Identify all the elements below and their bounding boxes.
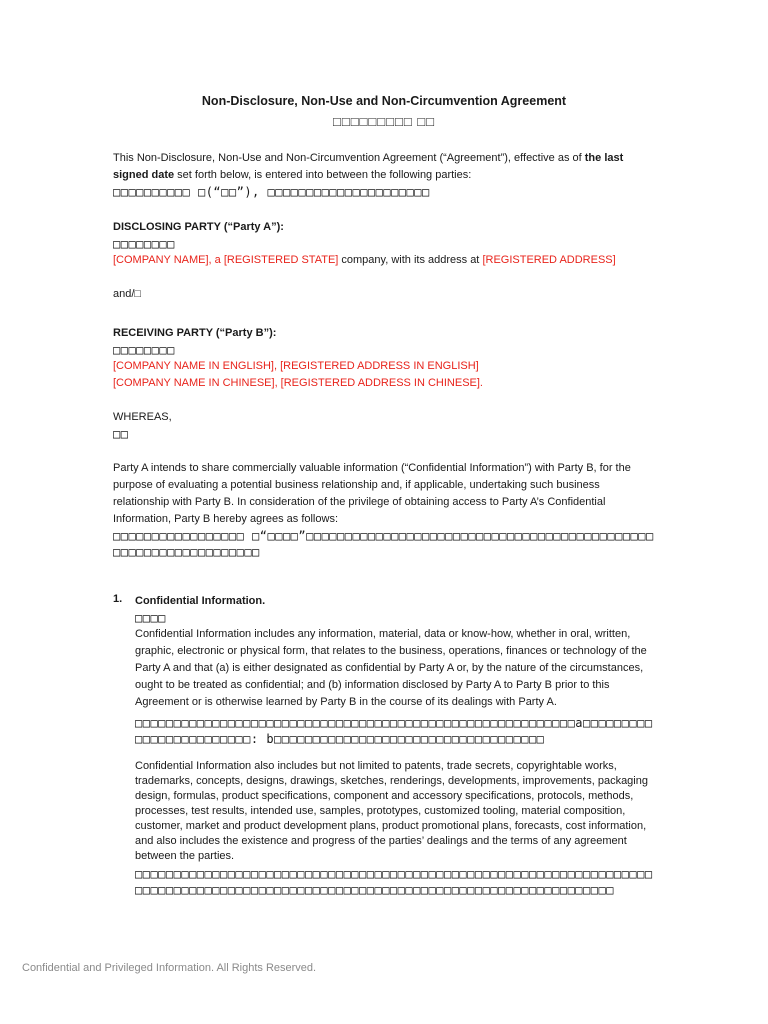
party-a-company-name: [COMPANY NAME], a [113, 254, 224, 266]
party-a-heading: DISCLOSING PARTY (“Party A”): [113, 221, 284, 233]
party-b-block [113, 325, 658, 392]
section-1 [135, 593, 655, 747]
party-a-company-text: company, with its address at [338, 254, 483, 266]
section-1-number: 1. [113, 593, 123, 605]
section-1-heading: Confidential Information. [135, 595, 266, 607]
section-1-paragraph-2-cn: □□□□□□□□□□□□□□□□□□□□□□□□□□□□□□□□□□□□□□□□□□□□□□□□□□□□□□□□□□□□□□□□□□□□□□□□□□□□□□□□□□□□□□□□□□□□□□□□□□□□□□□□□□□□□□□□□□□□□□□□□□□□□□□□□ [135, 867, 653, 897]
section-1-paragraph-2: Confidential Information also includes but not limited to patents, trade secrets, copyrightable works, trademarks, concepts, designs, drawings, sketches, renderings, developments, improvements, packaging design, formulas, product specifications, component and accessory specifications, protocols, methods, processes, test results, intended use, samples, prototypes, customized tooling, material composition, customer, market and product development plans, product promotional plans, forecasts, cost information, and also includes the existence and progress of the parties’ dealings and the terms of any agreement between the parties. [135, 760, 648, 862]
intro-text: This Non-Disclosure, Non-Use and Non-Circumvention Agreement (“Agreement”), effective as of [113, 152, 585, 164]
section-1-heading-cn: □□□□ [135, 611, 166, 625]
page-footer: Confidential and Privileged Information. All Rights Reserved. [22, 962, 317, 974]
party-b-line-chinese: [COMPANY NAME IN CHINESE], [REGISTERED ADDRESS IN CHINESE]. [113, 377, 483, 389]
intro-paragraph [113, 150, 658, 200]
party-a-block [113, 219, 658, 269]
party-b-line-english: [COMPANY NAME IN ENGLISH], [REGISTERED ADDRESS IN ENGLISH] [113, 360, 479, 372]
recital-text: Party A intends to share commercially valuable information (“Confidential Information”) with Party B, for the purpose of evaluating a potential business relationship and, if applicable, undertaking such business relationship with Party B. In consideration of the privilege of obtaining access to Party A’s Confidential Information, Party B hereby agrees as follows: [113, 462, 631, 525]
party-b-heading: RECEIVING PARTY (“Party B”): [113, 327, 277, 339]
intro-cn: □□□□□□□□□□ □(“□□”), □□□□□□□□□□□□□□□□□□□□□ [113, 185, 430, 199]
section-1-paragraph-1-cn: □□□□□□□□□□□□□□□□□□□□□□□□□□□□□□□□□□□□□□□□□□□□□□□□□□□□□□□□□a□□□□□□□□□□□□□□□□□□□□□□□□: b□□□□□□□□□□□□□□□□□□□□□□□□□□□□□□□□□□□ [135, 716, 653, 746]
party-a-cn: □□□□□□□□ [113, 237, 175, 251]
party-a-details [113, 252, 658, 269]
whereas-cn: □□ [113, 427, 129, 441]
page-title: Non-Disclosure, Non-Use and Non-Circumvention Agreement [201, 94, 567, 108]
section-1-paragraph-1: Confidential Information includes any information, material, data or know-how, whether in oral, written, graphic, electronic or physical form, that relates to the business, operations, finances or technology of the Party A and that (a) is either designated as confidential by Party A or, by the nature of the circumstances, ought to be treated as confidential; and (b) information disclosed by Party A to Party B prior to this Agreement or is otherwise learned by Party B in the course of its dealings with Party A. [135, 628, 647, 708]
recital-block [113, 460, 658, 560]
section-1-part-2 [135, 759, 655, 898]
party-a-registered-state: [REGISTERED STATE] [223, 254, 339, 266]
party-a-registered-address: [REGISTERED ADDRESS] [482, 254, 616, 266]
page-title-cn: □□□□□□□□□ □□ [333, 114, 435, 129]
party-b-cn: □□□□□□□□ [113, 343, 175, 357]
and-text: and/□ [113, 288, 142, 300]
recital-cn: □□□□□□□□□□□□□□□□□ □“□□□□”□□□□□□□□□□□□□□□□□□□□□□□□□□□□□□□□□□□□□□□□□□□□□□□□□□□□□□□□□□□□□□□□ [113, 529, 654, 559]
whereas-label: WHEREAS, [113, 411, 172, 423]
whereas-block [113, 409, 658, 442]
intro-bold-text: the last signed date [113, 152, 624, 181]
intro-text-end: set forth below, is entered into between the following parties: [174, 169, 472, 181]
